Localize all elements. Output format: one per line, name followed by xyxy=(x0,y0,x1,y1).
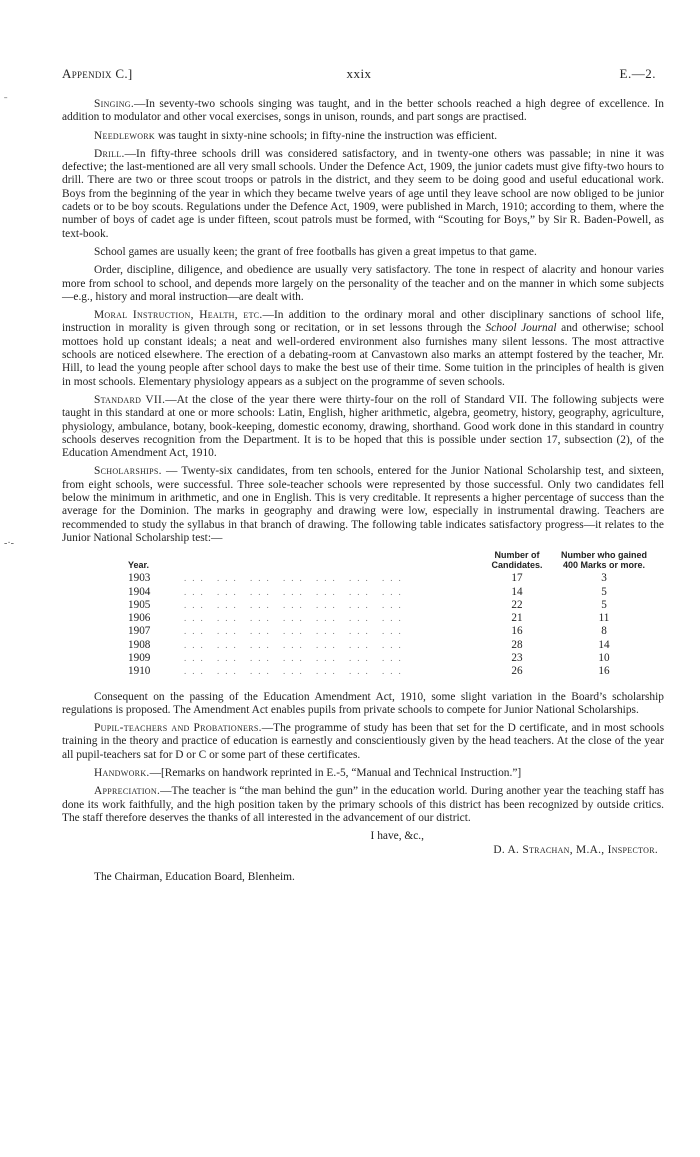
leader-cell: ... ... ... ... ... ... ... xyxy=(184,639,407,650)
school-journal-title: School Journal xyxy=(485,322,557,335)
scholarship-table xyxy=(124,550,652,678)
paragraph-text: — Twenty-six candidates, from ten schools, entered for the Junior National Scholarship test, and sixteen, from eight schools, were successful. Three sole-teacher schools were represented by those successful. Only two candidates fell below the minimum in arithmetic, and one in English. This is very creditable. It represents a higher percentage of success than the average for the Dominion. The marks in geography and drawing were low, especially in instrumental drawing. Teachers are recommended to study the syllabus in that branch of drawing. The following table indicates satisfactory progress—it relates to the Junior National Scholarship test:— xyxy=(62,465,664,544)
paragraph-text: —The programme of study has been that set for the D certificate, and in most schools training in the theory and practice of education is earnestly and conscientiously given by the head teachers. At the close of the year all pupil-teachers sat for D or C or some part of these certificates. xyxy=(62,722,664,761)
heading-standard: Standard VII. xyxy=(94,393,166,406)
table-row xyxy=(124,639,652,652)
candidates-cell: 16 xyxy=(511,625,523,638)
paragraph-text: —In fifty-three schools drill was considered satisfactory, and in twenty-one others was passable; in nine it was defective; the last-mentioned are all very small schools. Under the Defence Act, 1909, the junior cadets must give fifty-two hours to drill. There are two or three scout troops or patrols in the district, and they seem to be doing good and useful educational work. Boys from the beginning of the year in which they became twelve years of age until they leave school are now obliged to be junior cadets or to be boy scouts. Regulations under the Defence Act, 1909, were published in March, 1910; according to them, where the number of boys of cadet age is under fifteen, scout patrols must be formed, with “Scouting for Boys,” by Sir R. Baden-Powell, as text-book. xyxy=(62,147,664,240)
gained-cell: 5 xyxy=(601,585,607,598)
leader-cell: ... ... ... ... ... ... ... xyxy=(184,626,407,637)
header-appendix: Appendix C.] xyxy=(62,66,133,81)
leader-cell: ... ... ... ... ... ... ... xyxy=(184,613,407,624)
gained-cell: 5 xyxy=(601,598,607,611)
document-body xyxy=(62,98,664,884)
heading-needlework: Needlework xyxy=(94,129,155,142)
gained-cell: 10 xyxy=(598,651,610,664)
paragraph-appreciation xyxy=(62,785,664,825)
paragraph-needlework xyxy=(62,130,664,143)
leader-cell: ... ... ... ... ... ... ... xyxy=(184,573,407,584)
gained-cell: 16 xyxy=(598,665,610,678)
year-cell: 1904 xyxy=(128,585,151,598)
paragraph-consequent: Consequent on the passing of the Education Amendment Act, 1910, some slight variation in the Board’s scholarship regulations is proposed. The Amendment Act enables pupils from private schools to compete for Junior National Scholarships. xyxy=(62,690,664,716)
paragraph-text: —[Remarks on handwork reprinted in E.-5, “Manual and Technical Instruction.”] xyxy=(149,767,522,780)
paragraph-text: and otherwise; school mottoes hold up constant ideals; a neat and well-ordered environment also furnishes many silent lessons. The most attractive schools are noticed elsewhere. The erection of a debating-room at Canvastown also marks an attempt fostered by the teacher, Mr. Hill, to lead the young people after school days to make the best use of their time. Some tuition in the principles of health is given in most schools. Elementary physiology appears as a subject on the programme of seven schools. xyxy=(62,322,664,388)
table-row xyxy=(124,586,652,599)
year-cell: 1909 xyxy=(128,651,151,664)
gained-cell: 14 xyxy=(598,638,610,651)
paragraph-text: —In seventy-two schools singing was taught, and in the better schools reached a high degree of excellence. In addition to modulator and other vocal exercises, songs in unison, rounds, and part songs are practised. xyxy=(62,98,664,124)
paragraph-moral xyxy=(62,309,664,389)
gained-cell: 8 xyxy=(601,625,607,638)
gained-cell: 11 xyxy=(598,612,610,625)
candidates-cell: 28 xyxy=(511,638,523,651)
heading-scholarships: Scholarships. xyxy=(94,465,162,478)
year-cell: 1906 xyxy=(128,612,151,625)
paragraph-drill xyxy=(62,148,664,241)
margin-mark: ˗ xyxy=(4,92,8,103)
paragraph-standard xyxy=(62,394,664,460)
leader-cell: ... ... ... ... ... ... ... xyxy=(184,599,407,610)
paragraph-text: —At the close of the year there were thirty-four on the roll of Standard VII. The following subjects were taught in this standard at one or more schools: Latin, English, higher arithmetic, algebra, geometry, history, geography, agriculture, physiology, ambulance, botany, book-keeping, domestic economy, drawing, shorthand. Good work done in this standard in country schools deserves recognition from the Department. It is to be hoped that this is possible under section 17, subsection (2), of the Education Amendment Act, 1910. xyxy=(62,393,665,460)
table-row xyxy=(124,652,652,665)
heading-appreciation: Appreciation. xyxy=(94,785,161,798)
table-row xyxy=(124,625,652,638)
column-header-spacer xyxy=(180,550,478,572)
year-cell: 1905 xyxy=(128,598,151,611)
leader-cell: ... ... ... ... ... ... ... xyxy=(184,586,407,597)
year-cell: 1908 xyxy=(128,638,151,651)
signature-name: D. A. Strachan, M.A., Inspector. xyxy=(493,843,658,856)
addressee: The Chairman, Education Board, Blenheim. xyxy=(94,870,295,883)
column-header-year: Year. xyxy=(128,560,150,571)
year-cell: 1903 xyxy=(128,572,151,585)
candidates-cell: 21 xyxy=(511,612,523,625)
paragraph-singing xyxy=(62,98,664,125)
table-row xyxy=(124,665,652,678)
table-body xyxy=(124,572,652,678)
candidates-cell: 17 xyxy=(511,572,523,585)
heading-singing: Singing. xyxy=(94,98,135,110)
table-header-row xyxy=(124,550,652,572)
heading-pupil-teachers: Pupil-teachers and Probationers. xyxy=(94,722,262,735)
column-header-candidates: Number of Candidates. xyxy=(491,550,543,571)
paragraph-scholarships xyxy=(62,465,664,545)
year-cell: 1907 xyxy=(128,625,151,638)
leader-cell: ... ... ... ... ... ... ... xyxy=(184,666,407,677)
header-document-code: E.—2. xyxy=(619,66,656,81)
table-row xyxy=(124,599,652,612)
year-cell: 1910 xyxy=(128,665,151,678)
heading-drill: Drill. xyxy=(94,147,125,160)
heading-moral: Moral Instruction, Health, etc. xyxy=(94,309,263,322)
page-header xyxy=(62,66,656,82)
paragraph-order: Order, discipline, diligence, and obedience are usually very satisfactory. The tone in respect of alacrity and honour varies more from school to school, and depends more largely on the personality of the teacher and on the manner in which some subjects—e.g., history and moral instruction—are dealt with. xyxy=(62,264,664,303)
leader-cell: ... ... ... ... ... ... ... xyxy=(184,652,407,663)
paragraph-games: School games are usually keen; the grant of free footballs has given a great impetus to that game. xyxy=(94,245,537,258)
margin-mark: -·- xyxy=(4,538,14,549)
paragraph-text: was taught in sixty-nine schools; in fifty-nine the instruction was efficient. xyxy=(155,129,498,142)
paragraph-pupil-teachers xyxy=(62,722,664,762)
candidates-cell: 23 xyxy=(511,651,523,664)
paragraph-text: —The teacher is “the man behind the gun” in the education world. During another year the teaching staff has done its work faithfully, and the high position taken by the primary schools of this district has been recognized by outside critics. The staff therefore deserves the thanks of all interested in the advancement of our district. xyxy=(62,785,664,824)
table-row xyxy=(124,612,652,625)
gained-cell: 3 xyxy=(601,572,607,585)
heading-handwork: Handwork. xyxy=(94,767,150,780)
candidates-cell: 22 xyxy=(511,598,523,611)
header-page-number: xxix xyxy=(346,66,372,81)
paragraph-text: —In addition to the ordinary moral and other disciplinary sanctions of school life, instruction in morality is given through song or recitation, or in set lessons through the xyxy=(62,309,664,335)
signature-closing: I have, &c., xyxy=(370,830,424,843)
candidates-cell: 14 xyxy=(511,585,523,598)
paragraph-handwork xyxy=(62,767,664,780)
column-header-marks: Number who gained 400 Marks or more. xyxy=(560,550,647,571)
table-row xyxy=(124,572,652,585)
candidates-cell: 26 xyxy=(511,665,523,678)
